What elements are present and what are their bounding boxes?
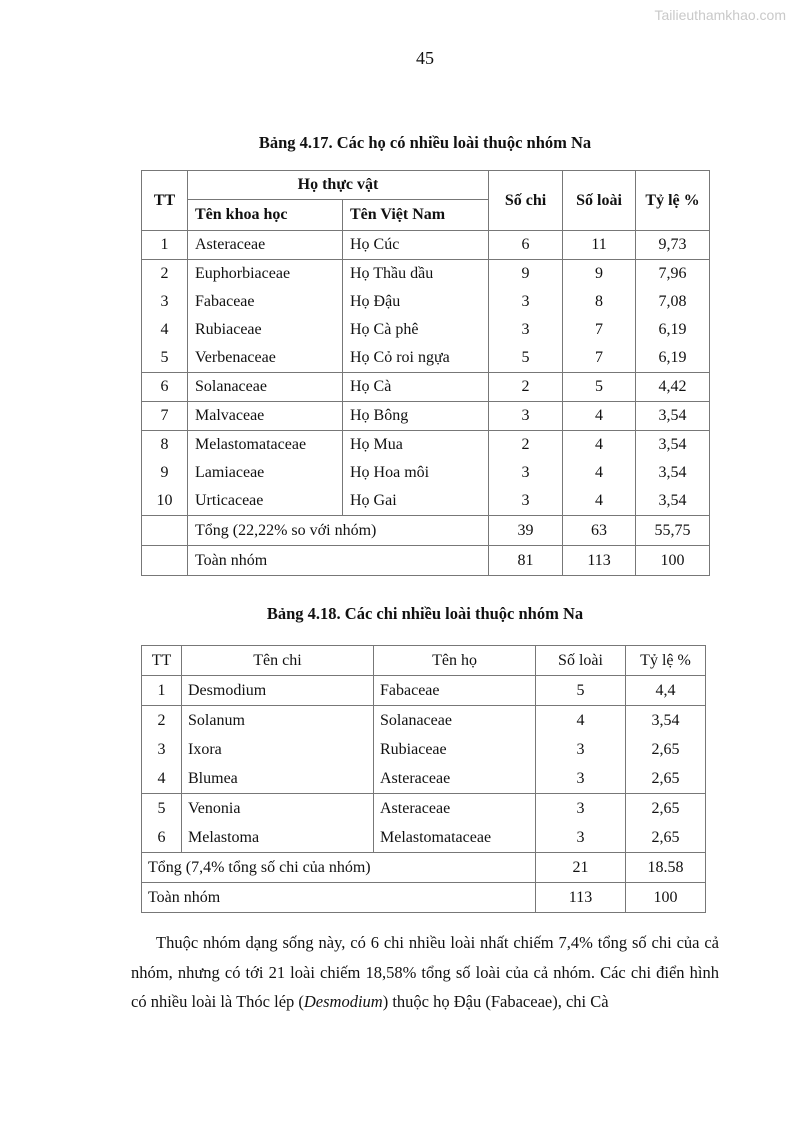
table-row	[142, 373, 710, 402]
cell-species: 4	[536, 706, 626, 736]
cell-vietnamese-name: Họ Hoa môi	[343, 459, 489, 487]
cell-tt: 5	[142, 794, 182, 824]
table-row	[142, 794, 706, 824]
whole-group-label: Toàn nhóm	[142, 883, 536, 913]
paragraph-text: ) thuộc họ Đậu (Fabaceae), chi Cà	[382, 992, 609, 1011]
cell-ratio: 2,65	[626, 794, 706, 824]
cell-family: Melastomataceae	[374, 823, 536, 853]
cell-genus: Solanum	[182, 706, 374, 736]
cell-vietnamese-name: Họ Cà	[343, 373, 489, 402]
header-scientific-name: Tên khoa học	[188, 200, 343, 231]
whole-genera: 81	[489, 546, 563, 576]
header-species-count: Số loài	[563, 171, 636, 231]
cell-genera: 6	[489, 231, 563, 260]
cell-ratio: 4,42	[636, 373, 710, 402]
cell-genera: 5	[489, 344, 563, 373]
total-genera: 39	[489, 516, 563, 546]
cell-genus: Venonia	[182, 794, 374, 824]
table-row	[142, 431, 710, 460]
total-row	[142, 853, 706, 883]
cell-genera: 3	[489, 402, 563, 431]
table-row	[142, 764, 706, 794]
cell-tt: 7	[142, 402, 188, 431]
cell-scientific-name: Asteraceae	[188, 231, 343, 260]
table-row	[142, 459, 710, 487]
cell-genera: 9	[489, 260, 563, 289]
whole-group-row	[142, 546, 710, 576]
header-ratio: Tỷ lệ %	[636, 171, 710, 231]
empty-cell	[142, 516, 188, 546]
total-species: 63	[563, 516, 636, 546]
cell-genera: 3	[489, 288, 563, 316]
cell-genus: Melastoma	[182, 823, 374, 853]
table-row	[142, 260, 710, 289]
cell-family: Solanaceae	[374, 706, 536, 736]
cell-ratio: 3,54	[636, 431, 710, 460]
total-ratio: 18.58	[626, 853, 706, 883]
total-label: Tổng (7,4% tổng số chi của nhóm)	[142, 853, 536, 883]
cell-species: 3	[536, 764, 626, 794]
whole-species: 113	[536, 883, 626, 913]
table-row	[142, 288, 710, 316]
cell-ratio: 6,19	[636, 344, 710, 373]
table-row	[142, 823, 706, 853]
cell-scientific-name: Solanaceae	[188, 373, 343, 402]
cell-ratio: 3,54	[636, 459, 710, 487]
cell-species: 3	[536, 794, 626, 824]
total-species: 21	[536, 853, 626, 883]
cell-scientific-name: Urticaceae	[188, 487, 343, 516]
cell-species: 4	[563, 402, 636, 431]
table-row	[142, 316, 710, 344]
cell-vietnamese-name: Họ Cúc	[343, 231, 489, 260]
cell-ratio: 2,65	[626, 735, 706, 764]
total-row	[142, 516, 710, 546]
cell-tt: 6	[142, 823, 182, 853]
cell-tt: 9	[142, 459, 188, 487]
cell-vietnamese-name: Họ Mua	[343, 431, 489, 460]
table-row	[142, 487, 710, 516]
cell-vietnamese-name: Họ Gai	[343, 487, 489, 516]
cell-species: 4	[563, 459, 636, 487]
empty-cell	[142, 546, 188, 576]
table2-caption: Bảng 4.18. Các chi nhiều loài thuộc nhóm Na	[266, 604, 584, 623]
cell-tt: 1	[142, 676, 182, 706]
cell-family: Rubiaceae	[374, 735, 536, 764]
cell-scientific-name: Fabaceae	[188, 288, 343, 316]
total-label: Tổng (22,22% so với nhóm)	[188, 516, 489, 546]
cell-ratio: 2,65	[626, 823, 706, 853]
header-family: Tên họ	[374, 646, 536, 676]
page-number: 45	[416, 48, 434, 68]
table-row	[142, 231, 710, 260]
table-row	[142, 402, 710, 431]
whole-group-row	[142, 883, 706, 913]
cell-family: Fabaceae	[374, 676, 536, 706]
cell-tt: 3	[142, 735, 182, 764]
cell-genera: 2	[489, 431, 563, 460]
cell-scientific-name: Verbenaceae	[188, 344, 343, 373]
header-tt: TT	[142, 646, 182, 676]
header-species-count: Số loài	[536, 646, 626, 676]
cell-tt: 4	[142, 764, 182, 794]
cell-species: 7	[563, 316, 636, 344]
watermark: Tailieuthamkhao.com	[654, 7, 786, 23]
cell-species: 5	[563, 373, 636, 402]
cell-scientific-name: Rubiaceae	[188, 316, 343, 344]
cell-ratio: 3,54	[626, 706, 706, 736]
table-row	[142, 706, 706, 736]
cell-species: 3	[536, 823, 626, 853]
cell-family: Asteraceae	[374, 764, 536, 794]
cell-ratio: 4,4	[626, 676, 706, 706]
cell-species: 4	[563, 431, 636, 460]
families-table	[141, 170, 710, 576]
cell-tt: 2	[142, 260, 188, 289]
whole-ratio: 100	[626, 883, 706, 913]
genus-name-italic: Desmodium	[303, 992, 383, 1011]
cell-scientific-name: Euphorbiaceae	[188, 260, 343, 289]
table-row	[142, 344, 710, 373]
cell-ratio: 3,54	[636, 487, 710, 516]
table-row	[142, 676, 706, 706]
whole-ratio: 100	[636, 546, 710, 576]
cell-species: 8	[563, 288, 636, 316]
cell-tt: 6	[142, 373, 188, 402]
cell-ratio: 2,65	[626, 764, 706, 794]
header-vietnamese-name: Tên Việt Nam	[343, 200, 489, 231]
cell-species: 9	[563, 260, 636, 289]
total-ratio: 55,75	[636, 516, 710, 546]
cell-species: 3	[536, 735, 626, 764]
cell-vietnamese-name: Họ Cỏ roi ngựa	[343, 344, 489, 373]
cell-tt: 8	[142, 431, 188, 460]
whole-group-label: Toàn nhóm	[188, 546, 489, 576]
paragraph-text: Thuộc nhóm dạng sống này, có 6 chi nhiều loài nhất chiếm 7,4% tổng số chi của cả nhóm, nhưng có tới 21 loài chiếm 18,58% tổng số loài của cả nhóm. Các chi điển hình có nhiều loài là Thóc lép (	[131, 933, 719, 1011]
cell-scientific-name: Malvaceae	[188, 402, 343, 431]
header-plant-family: Họ thực vật	[188, 171, 489, 200]
cell-genus: Desmodium	[182, 676, 374, 706]
cell-vietnamese-name: Họ Đậu	[343, 288, 489, 316]
cell-species: 4	[563, 487, 636, 516]
genera-table	[141, 645, 706, 913]
cell-tt: 10	[142, 487, 188, 516]
cell-genus: Ixora	[182, 735, 374, 764]
cell-species: 11	[563, 231, 636, 260]
cell-ratio: 7,96	[636, 260, 710, 289]
cell-genera: 3	[489, 487, 563, 516]
cell-family: Asteraceae	[374, 794, 536, 824]
cell-genera: 3	[489, 316, 563, 344]
cell-species: 5	[536, 676, 626, 706]
header-tt: TT	[142, 171, 188, 231]
cell-tt: 3	[142, 288, 188, 316]
cell-ratio: 9,73	[636, 231, 710, 260]
cell-genera: 3	[489, 459, 563, 487]
cell-vietnamese-name: Họ Bông	[343, 402, 489, 431]
table1-caption: Bảng 4.17. Các họ có nhiều loài thuộc nhóm Na	[258, 133, 592, 152]
header-ratio: Tỷ lệ %	[626, 646, 706, 676]
header-genus: Tên chi	[182, 646, 374, 676]
header-genera-count: Số chi	[489, 171, 563, 231]
cell-tt: 2	[142, 706, 182, 736]
whole-species: 113	[563, 546, 636, 576]
cell-scientific-name: Melastomataceae	[188, 431, 343, 460]
cell-species: 7	[563, 344, 636, 373]
cell-ratio: 7,08	[636, 288, 710, 316]
cell-vietnamese-name: Họ Thầu dầu	[343, 260, 489, 289]
cell-ratio: 3,54	[636, 402, 710, 431]
cell-tt: 4	[142, 316, 188, 344]
cell-tt: 1	[142, 231, 188, 260]
cell-ratio: 6,19	[636, 316, 710, 344]
cell-genus: Blumea	[182, 764, 374, 794]
cell-vietnamese-name: Họ Cà phê	[343, 316, 489, 344]
cell-tt: 5	[142, 344, 188, 373]
cell-scientific-name: Lamiaceae	[188, 459, 343, 487]
body-paragraph	[131, 928, 719, 1017]
table-row	[142, 735, 706, 764]
cell-genera: 2	[489, 373, 563, 402]
